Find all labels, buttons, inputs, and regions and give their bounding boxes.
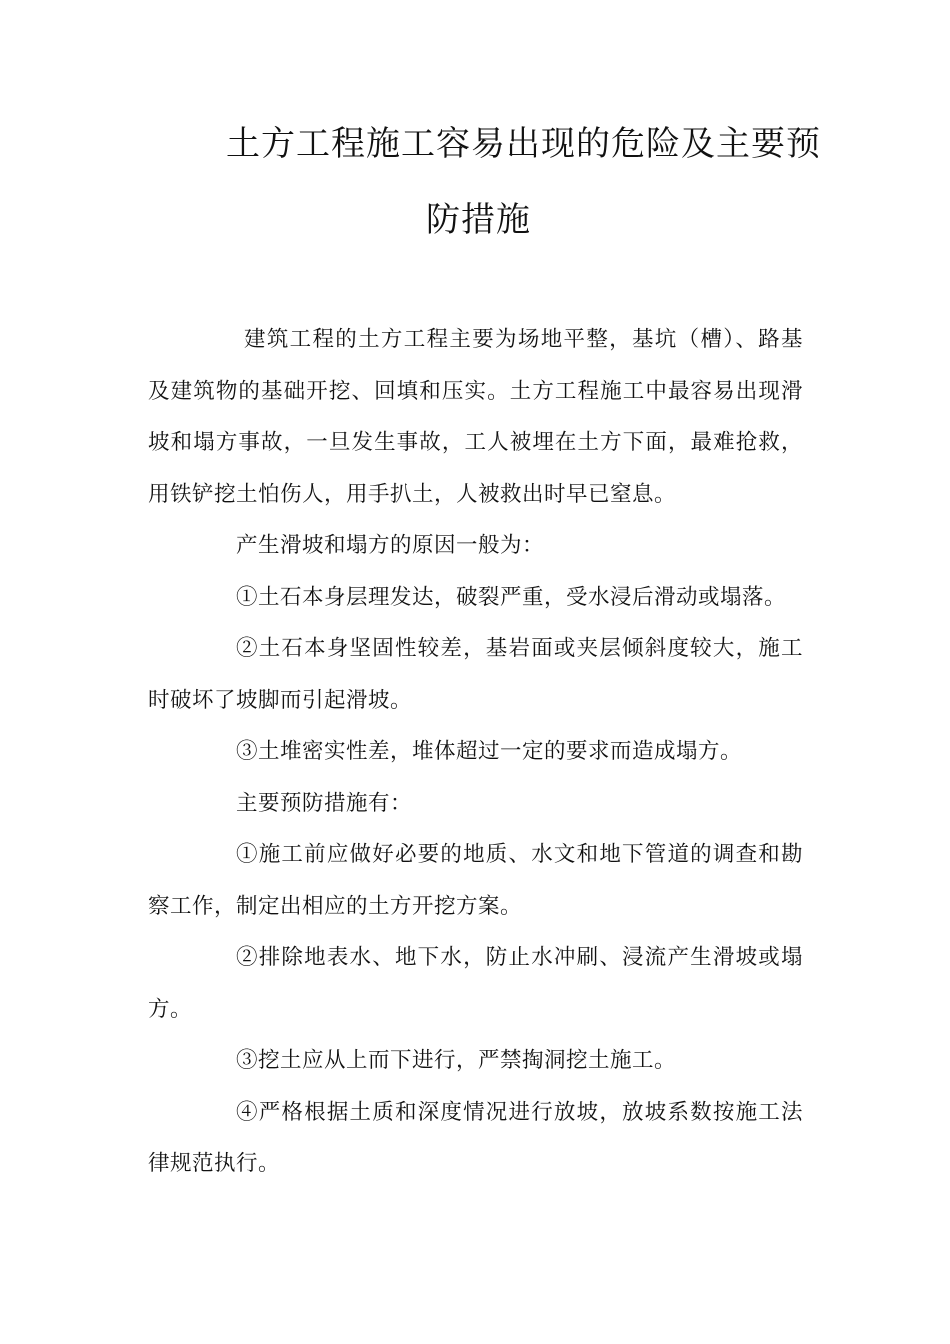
paragraph-intro: 建筑工程的土方工程主要为场地平整，基坑（槽）、路基及建筑物的基础开挖、回填和压实。土方工程施工中最容易出现滑坡和塌方事故，一旦发生事故，工人被埋在土方下面，最难抢救，用铁铲挖土怕伤人，用手扒土，人被救出时早已窒息。 bbox=[148, 327, 803, 507]
document-title-line-2: 防措施 bbox=[426, 200, 531, 240]
paragraph-measures-heading: 主要预防措施有： bbox=[236, 790, 413, 816]
paragraph-cause-1: ①土石本身层理发达，破裂严重，受水浸后滑动或塌落。 bbox=[236, 584, 787, 610]
paragraph-cause-2: ②土石本身坚固性较差，基岩面或夹层倾斜度较大，施工时破坏了坡脚而引起滑坡。 bbox=[148, 636, 803, 713]
paragraph-measure-1: ①施工前应做好必要的地质、水文和地下管道的调查和勘察工作，制定出相应的土方开挖方案。 bbox=[148, 842, 803, 919]
paragraph-causes-heading: 产生滑坡和塌方的原因一般为： bbox=[236, 533, 545, 558]
paragraph-measure-2: ②排除地表水、地下水，防止水冲刷、浸流产生滑坡或塌方。 bbox=[148, 945, 803, 1022]
paragraph-measure-4: ④严格根据土质和深度情况进行放坡，放坡系数按施工法律规范执行。 bbox=[148, 1099, 803, 1176]
paragraph-cause-3: ③土堆密实性差，堆体超过一定的要求而造成塌方。 bbox=[236, 739, 743, 764]
paragraph-measure-3: ③挖土应从上而下进行，严禁掏洞挖土施工。 bbox=[236, 1048, 677, 1073]
document-body bbox=[148, 314, 803, 1190]
document-title-line-1: 土方工程施工容易出现的危险及主要预 bbox=[226, 124, 821, 164]
